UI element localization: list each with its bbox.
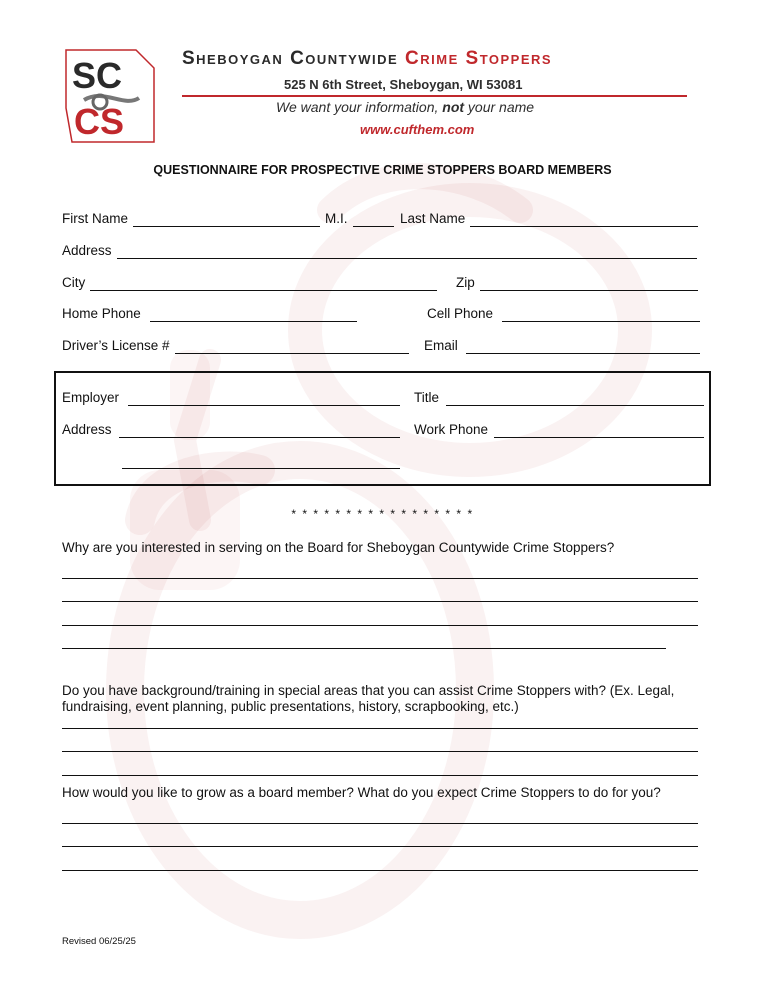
answer-line[interactable] <box>62 625 698 626</box>
work-phone-field[interactable] <box>494 437 704 438</box>
answer-line[interactable] <box>62 823 698 824</box>
city-field[interactable] <box>90 290 437 291</box>
question-2: Do you have background/training in special areas that you can assist Crime Stoppers with? (Ex. Legal, fundraising, event planning, public presentations, history, scrapbooking, etc.) <box>62 683 675 714</box>
section-separator: * * * * * * * * * * * * * * * * * <box>291 507 474 521</box>
last-name-label: Last Name <box>400 211 466 226</box>
zip-label: Zip <box>456 275 475 290</box>
header-divider <box>182 95 687 97</box>
org-address: 525 N 6th Street, Sheboygan, WI 53081 <box>284 77 523 92</box>
last-name-field[interactable] <box>470 226 698 227</box>
employer-address-label: Address <box>62 422 112 437</box>
work-phone-label: Work Phone <box>414 422 489 437</box>
revision-date: Revised 06/25/25 <box>62 936 136 947</box>
title-label: Title <box>414 390 440 405</box>
answer-line[interactable] <box>62 751 698 752</box>
question-1: Why are you interested in serving on the Board for Sheboygan Countywide Crime Stoppers? <box>62 540 615 555</box>
website-url[interactable]: www.cufthem.com <box>360 122 475 137</box>
title-field[interactable] <box>446 405 704 406</box>
answer-line[interactable] <box>62 601 698 602</box>
cell-phone-label: Cell Phone <box>427 306 494 321</box>
mi-label: M.I. <box>325 211 348 226</box>
answer-line[interactable] <box>62 870 698 871</box>
employer-address-field[interactable] <box>119 437 400 438</box>
answer-line[interactable] <box>62 578 698 579</box>
zip-field[interactable] <box>480 290 698 291</box>
logo-letters-bottom: CS <box>74 101 125 142</box>
first-name-field[interactable] <box>133 226 320 227</box>
tagline: We want your information, not your name <box>276 99 535 115</box>
home-phone-label: Home Phone <box>62 306 141 321</box>
answer-line[interactable] <box>62 648 666 649</box>
question-3: How would you like to grow as a board member? What do you expect Crime Stoppers to do for you? <box>62 785 661 800</box>
city-label: City <box>62 275 86 290</box>
first-name-label: First Name <box>62 211 129 226</box>
crime-stoppers-logo <box>64 48 156 144</box>
org-name: Sheboygan Countywide Crime Stoppers <box>182 48 553 69</box>
address-field[interactable] <box>117 258 697 259</box>
employer-field[interactable] <box>128 405 400 406</box>
drivers-license-field[interactable] <box>175 353 409 354</box>
address-label: Address <box>62 243 112 258</box>
answer-line[interactable] <box>62 728 698 729</box>
email-label: Email <box>424 338 458 353</box>
logo-letters-top: SC <box>72 55 123 96</box>
page-title: QUESTIONNAIRE FOR PROSPECTIVE CRIME STOPPERS BOARD MEMBERS <box>153 163 612 177</box>
employer-address-line2-field[interactable] <box>122 468 400 469</box>
home-phone-field[interactable] <box>150 321 357 322</box>
cell-phone-field[interactable] <box>502 321 700 322</box>
email-field[interactable] <box>466 353 700 354</box>
drivers-license-label: Driver’s License # <box>62 338 170 353</box>
answer-line[interactable] <box>62 775 698 776</box>
mi-field[interactable] <box>353 226 394 227</box>
answer-line[interactable] <box>62 846 698 847</box>
employer-label: Employer <box>62 390 120 405</box>
